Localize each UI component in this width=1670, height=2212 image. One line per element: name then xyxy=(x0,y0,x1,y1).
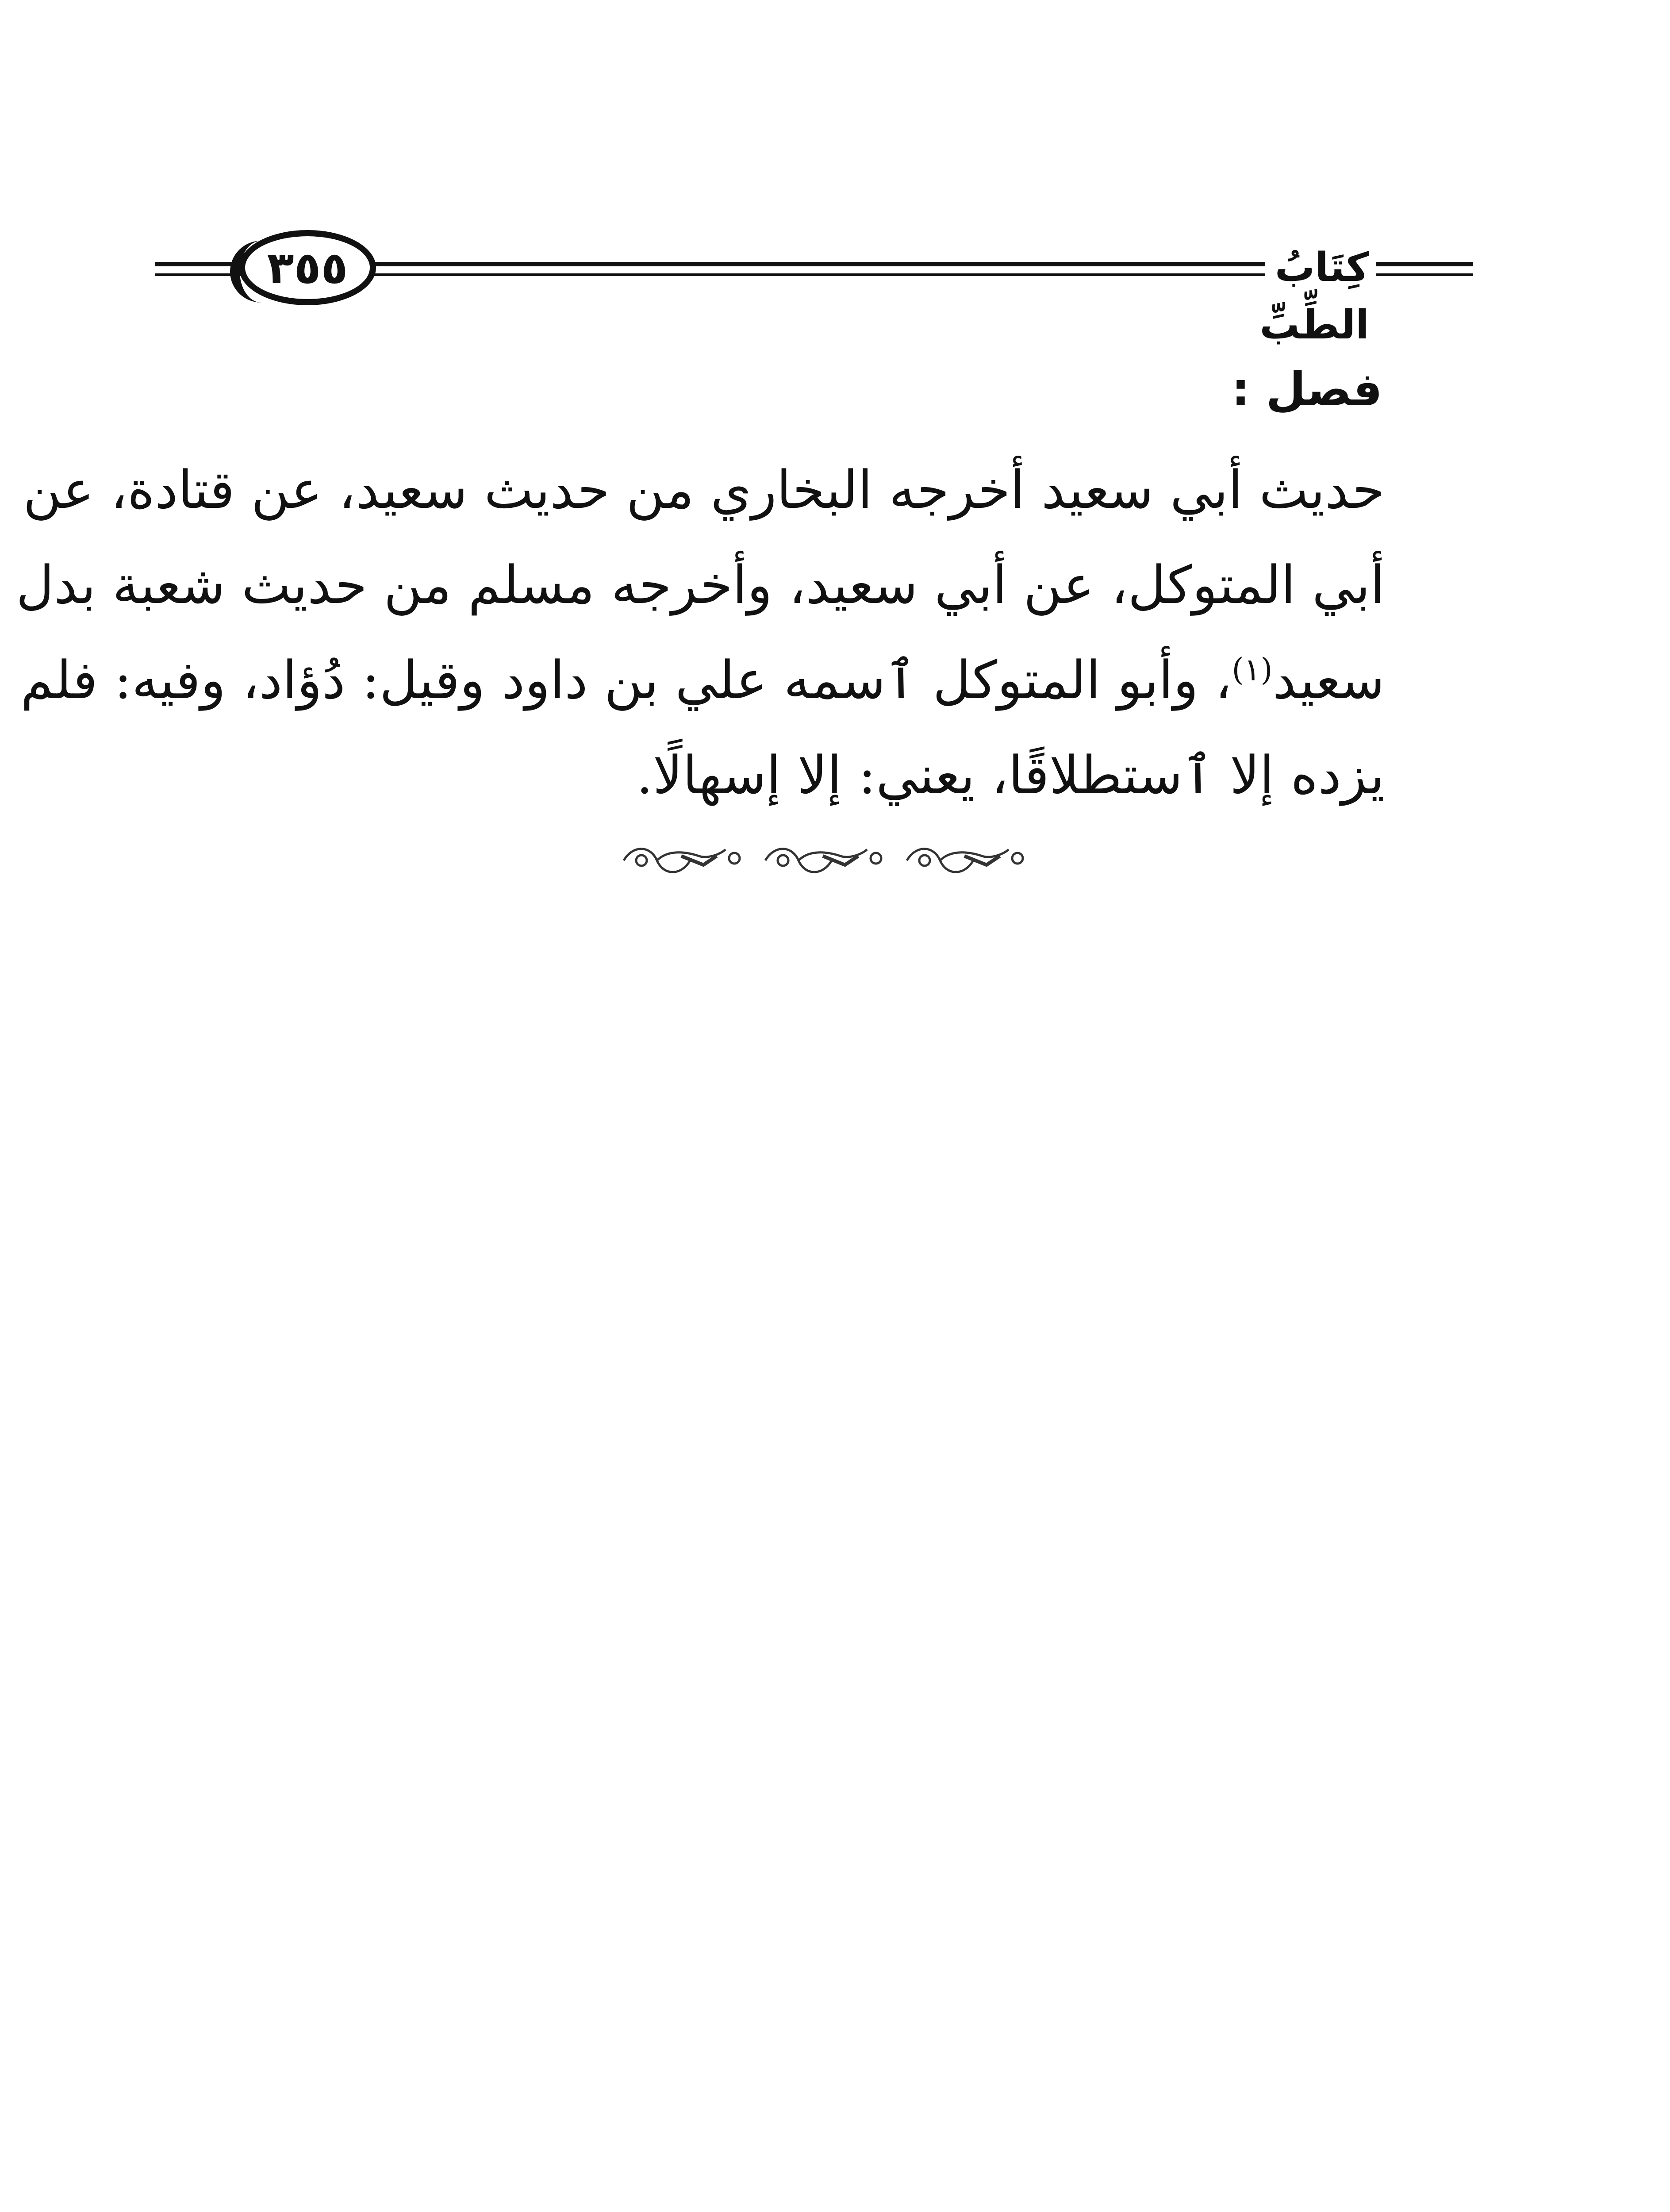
section-end-ornament xyxy=(615,841,1035,880)
page-number: ٣٥٥ xyxy=(267,242,348,294)
footnote-reference[interactable]: (١) xyxy=(1232,651,1273,688)
section-title: فصل : xyxy=(1231,362,1382,416)
header-rule xyxy=(1376,262,1473,266)
page-header xyxy=(155,230,1473,348)
ornament-unit xyxy=(624,849,740,872)
ornament-unit xyxy=(907,849,1023,872)
body-line: حديث أبي سعيد أخرجه البخاري من حديث سعيد، عن قتادة، عن xyxy=(23,459,1385,520)
running-head: كِتَابُ الطِّبِّ xyxy=(1259,244,1369,348)
header-rule xyxy=(363,273,1265,276)
body-line-rest: ، وأبو المتوكل ٱسمه علي بن داود وقيل: دُؤاد، وفيه: فلم xyxy=(20,649,1232,710)
body-line: يزده إلا ٱستطلاقًا، يعني: إلا إسهالًا. xyxy=(636,745,1385,806)
body-line xyxy=(20,633,1385,728)
ornament-unit xyxy=(765,849,881,872)
header-rule xyxy=(363,262,1265,266)
page-number-frame xyxy=(239,230,376,305)
body-paragraph xyxy=(16,442,1385,823)
header-rule xyxy=(1376,273,1473,276)
body-line: أبي المتوكل، عن أبي سعيد، وأخرجه مسلم من حديث شعبة بدل xyxy=(16,554,1385,615)
body-line-start: سعيد xyxy=(1272,649,1385,710)
